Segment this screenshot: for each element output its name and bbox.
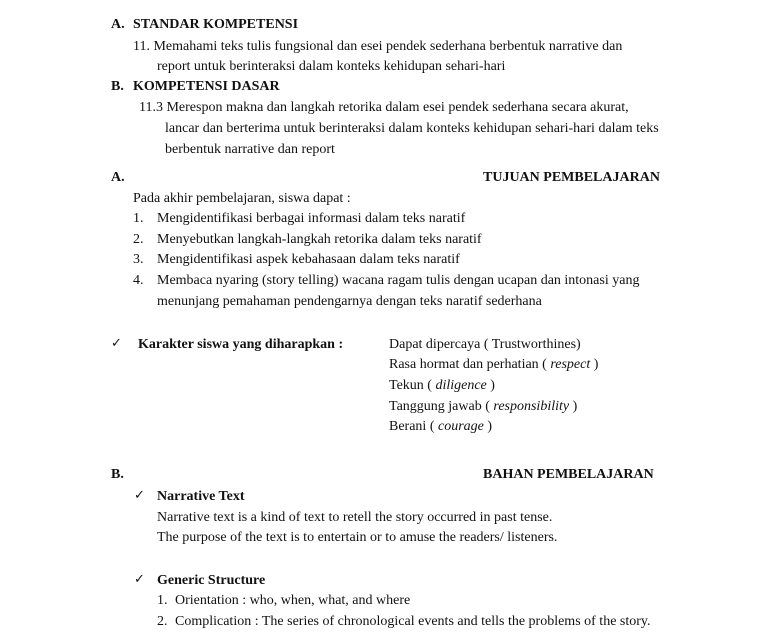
karakter-label: Karakter siswa yang diharapkan :: [138, 337, 344, 352]
bahan-title: BAHAN PEMBELAJARAN: [483, 467, 654, 482]
tujuan-item-1-text: Mengidentifikasi berbagai informasi dalam teks naratif: [157, 211, 466, 226]
narrative-line2: The purpose of the text is to entertain or to amuse the readers/ listeners.: [157, 530, 558, 545]
bahan-marker: B.: [111, 467, 124, 482]
kompetensi-item-line1: 11.3 Merespon makna dan langkah retorika dalam esei pendek sederhana secara akurat,: [139, 100, 629, 115]
generic-item-2-number: 2.: [157, 614, 168, 629]
section-a-marker: A.: [111, 17, 125, 32]
tujuan-intro: Pada akhir pembelajaran, siswa dapat :: [133, 191, 351, 206]
tujuan-item-2-number: 2.: [133, 232, 144, 247]
kompetensi-item-line2: lancar dan berterima untuk berinteraksi dalam konteks kehidupan sehari-hari dalam teks: [165, 121, 659, 136]
section-b-marker: B.: [111, 79, 124, 94]
narrative-line1: Narrative text is a kind of text to retell the story occurred in past tense.: [157, 510, 553, 525]
tujuan-item-3-number: 3.: [133, 252, 144, 267]
section-b-title: KOMPETENSI DASAR: [133, 79, 280, 94]
generic-item-1-number: 1.: [157, 593, 168, 608]
narrative-heading: Narrative Text: [157, 489, 245, 504]
karakter-value-1: Dapat dipercaya ( Trustworthines): [389, 337, 581, 352]
tujuan-item-4-text: Membaca nyaring (story telling) wacana ragam tulis dengan ucapan dan intonasi yang: [157, 273, 640, 288]
karakter-value-5: Berani ( courage ): [389, 419, 493, 434]
checkmark-icon: ✓: [134, 488, 145, 503]
tujuan-marker: A.: [111, 170, 125, 185]
kompetensi-item-line3: berbentuk narrative dan report: [165, 142, 335, 157]
standar-item-line1: 11. Memahami teks tulis fungsional dan esei pendek sederhana berbentuk narrative dan: [133, 39, 623, 54]
tujuan-item-2-text: Menyebutkan langkah-langkah retorika dalam teks naratif: [157, 232, 482, 247]
karakter-value-4: Tanggung jawab ( responsibility ): [389, 399, 578, 414]
tujuan-item-3-text: Mengidentifikasi aspek kebahasaan dalam teks naratif: [157, 252, 460, 267]
tujuan-item-1-number: 1.: [133, 211, 144, 226]
section-a-title: STANDAR KOMPETENSI: [133, 17, 299, 32]
standar-item-line2: report untuk berinteraksi dalam konteks kehidupan sehari-hari: [157, 59, 506, 74]
karakter-value-2: Rasa hormat dan perhatian ( respect ): [389, 357, 599, 372]
tujuan-title: TUJUAN PEMBELAJARAN: [483, 170, 660, 185]
checkmark-icon: ✓: [111, 336, 122, 351]
checkmark-icon: ✓: [134, 572, 145, 587]
tujuan-item-4-number: 4.: [133, 273, 144, 288]
generic-item-1-text: Orientation : who, when, what, and where: [175, 593, 411, 608]
tujuan-item-4-line2: menunjang pemahaman pendengarnya dengan teks naratif sederhana: [157, 294, 542, 309]
generic-heading: Generic Structure: [157, 573, 266, 588]
karakter-value-3: Tekun ( diligence ): [389, 378, 495, 393]
generic-item-2-text: Complication : The series of chronological events and tells the problems of the story.: [175, 614, 651, 629]
